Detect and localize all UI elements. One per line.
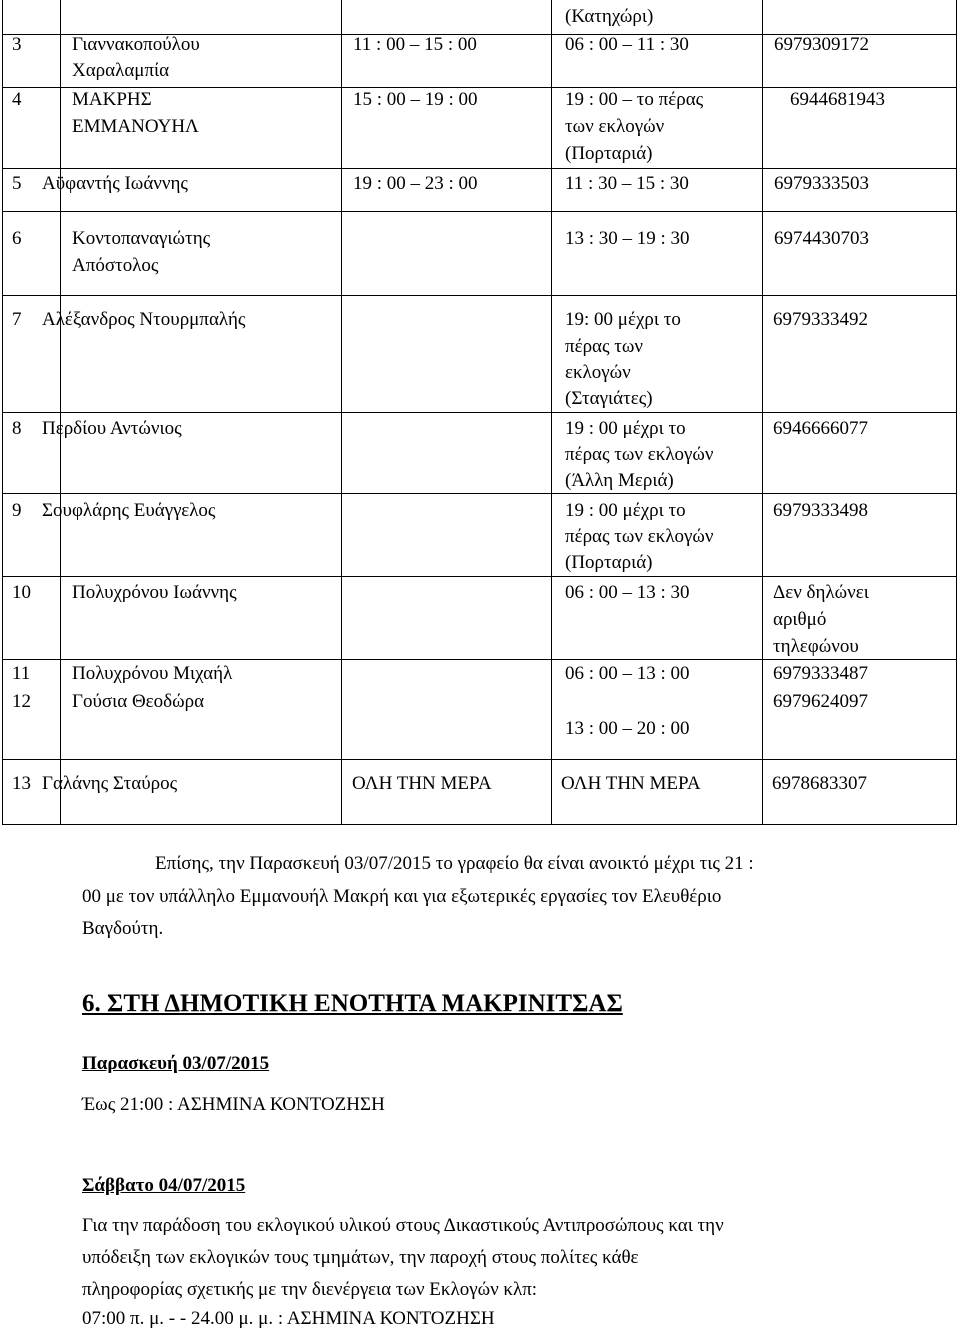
table-cell-time: 11 : 00 – 15 : 00 [353, 34, 477, 55]
date-heading: Σάββατο 04/07/2015 [82, 1175, 246, 1196]
table-cell-phone: 6979309172 [774, 34, 869, 55]
table-row-divider [2, 576, 957, 577]
table-cell-time: 06 : 00 – 11 : 30 [565, 34, 689, 55]
table-cell-name: Σουφλάρης Ευάγγελος [42, 500, 216, 521]
table-row-divider [2, 211, 957, 212]
table-cell-phone: τηλεφώνου [773, 636, 859, 657]
paragraph-line: Επίσης, την Παρασκευή 03/07/2015 το γραφείο θα είναι ανοικτό μέχρι τις 21 : [155, 853, 754, 874]
table-cell-number: 9 [12, 500, 22, 521]
table-cell-time: 13 : 30 – 19 : 30 [565, 228, 690, 249]
table-cell-name: Αλέξανδρος Ντουρμπαλής [42, 309, 246, 330]
table-row-divider [2, 412, 957, 413]
table-cell-time: ΟΛΗ ΤΗΝ ΜΕΡΑ [561, 773, 701, 794]
table-row-divider [2, 295, 957, 296]
schedule-line: Έως 21:00 : ΑΣΗΜΙΝΑ ΚΟΝΤΟΖΗΣΗ [82, 1094, 385, 1115]
table-cell-time: ΟΛΗ ΤΗΝ ΜΕΡΑ [352, 773, 492, 794]
paragraph-line: 07:00 π. μ. - - 24.00 μ. μ. : ΑΣΗΜΙΝΑ ΚΟΝΤΟΖΗΣΗ [82, 1308, 495, 1329]
table-cell-phone: 6979333498 [773, 500, 868, 521]
paragraph-line: πληροφορίας σχετικής με την διενέργεια των Εκλογών κλπ: [82, 1279, 538, 1300]
table-cell-time: πέρας των [565, 336, 644, 357]
paragraph-line: 00 με τον υπάλληλο Εμμανουήλ Μακρή και για εξωτερικές εργασίες τον Ελευθέριο [82, 886, 722, 907]
table-cell-location: (Σταγιάτες) [565, 388, 653, 409]
table-cell-number: 3 [12, 34, 22, 55]
table-cell-phone: 6979333487 [773, 663, 868, 684]
table-cell-time: 11 : 30 – 15 : 30 [565, 173, 689, 194]
table-cell-name: Απόστολος [72, 255, 159, 276]
table-cell-time: 19 : 00 – 23 : 00 [353, 173, 478, 194]
table-cell-location: (Πορταριά) [565, 143, 653, 164]
table-cell-phone: 6944681943 [790, 89, 885, 110]
table-cell-phone: 6946666077 [773, 418, 868, 439]
table-cell-name: Περδίου Αντώνιος [42, 418, 182, 439]
table-cell-time: 19: 00 μέχρι το [565, 309, 681, 330]
table-cell-name: Γούσια Θεοδώρα [72, 691, 205, 712]
table-cell-location: (Άλλη Μεριά) [565, 470, 674, 491]
table-row-divider [2, 168, 957, 169]
table-cell-number: 5 [12, 173, 22, 194]
table-cell-phone: 6979624097 [773, 691, 868, 712]
table-cell-time: 19 : 00 μέχρι το [565, 418, 686, 439]
table-cell-name: Κοντοπαναγιώτης [72, 228, 211, 249]
table-cell-number: 4 [12, 89, 22, 110]
table-cell-name: ΕΜΜΑΝΟΥΗΛ [72, 116, 199, 137]
table-cell-name: Πολυχρόνου Ιωάννης [72, 582, 237, 603]
table-cell-location: (Πορταριά) [565, 552, 653, 573]
table-row-divider [2, 759, 957, 760]
paragraph-line: Για την παράδοση του εκλογικού υλικού στους Δικαστικούς Αντιπροσώπους και την [82, 1215, 724, 1236]
table-cell-time: 19 : 00 μέχρι το [565, 500, 686, 521]
table-cell-time: 19 : 00 – το πέρας [565, 89, 704, 110]
table-cell-time: των εκλογών [565, 116, 665, 137]
table-cell-number: 11 [12, 663, 31, 684]
table-cell-number: 8 [12, 418, 22, 439]
date-heading: Παρασκευή 03/07/2015 [82, 1053, 270, 1074]
table-cell-name: Χαραλαμπία [72, 60, 170, 81]
table-cell-time: 15 : 00 – 19 : 00 [353, 89, 478, 110]
table-border-bottom [2, 824, 957, 825]
table-cell-time: 13 : 00 – 20 : 00 [565, 718, 690, 739]
table-cell-name: Πολυχρόνου Μιχαήλ [72, 663, 233, 684]
table-cell-number: 7 [12, 309, 22, 330]
table-cell-number: 13 [12, 773, 31, 794]
paragraph-line: υπόδειξη των εκλογικών τους τμημάτων, την παροχή στους πολίτες κάθε [82, 1247, 639, 1268]
section-heading: 6. ΣΤΗ ΔΗΜΟΤΙΚΗ ΕΝΟΤΗΤΑ ΜΑΚΡΙΝΙΤΣΑΣ [82, 990, 623, 1017]
table-cell-name: ΜΑΚΡΗΣ [72, 89, 152, 110]
table-cell-name: Γιαννακοπούλου [72, 34, 200, 55]
table-cell-phone: 6979333503 [774, 173, 869, 194]
table-cell-time: 06 : 00 – 13 : 00 [565, 663, 690, 684]
table-cell-phone: 6974430703 [774, 228, 869, 249]
table-cell-phone: αριθμό [773, 609, 827, 630]
table-cell-time: εκλογών [565, 362, 631, 383]
table-row-divider [2, 493, 957, 494]
table-cell-phone: Δεν δηλώνει [773, 582, 869, 603]
table-cell-name: Γαλάνης Σταύρος [42, 773, 178, 794]
paragraph-line: Βαγδούτη. [82, 918, 164, 939]
table-cell-phone: 6979333492 [773, 309, 868, 330]
table-cell-phone: 6978683307 [772, 773, 867, 794]
table-cell-name: Αϋφαντής Ιωάννης [42, 173, 188, 194]
table-cell-time: πέρας των εκλογών [565, 526, 714, 547]
table-cell-location: (Κατηχώρι) [565, 6, 654, 27]
table-cell-time: πέρας των εκλογών [565, 444, 714, 465]
table-cell-number: 10 [12, 582, 31, 603]
table-cell-time: 06 : 00 – 13 : 30 [565, 582, 690, 603]
table-cell-number: 12 [12, 691, 31, 712]
table-cell-number: 6 [12, 228, 22, 249]
